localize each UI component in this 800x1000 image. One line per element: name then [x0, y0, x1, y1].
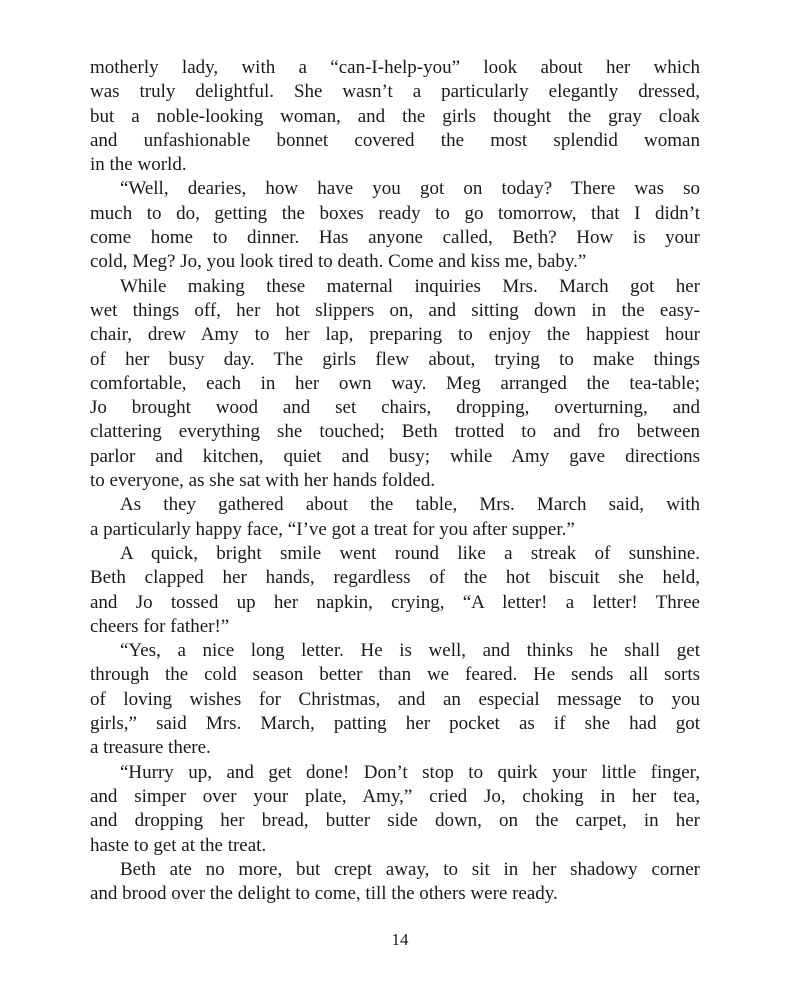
- text-line: motherly lady, with a “can-I-help-you” look about her which: [90, 57, 700, 78]
- text-line: and Jo tossed up her napkin, crying, “A letter! a letter! Three: [90, 591, 700, 613]
- text-line: and simper over your plate, Amy,” cried Jo, choking in her tea,: [90, 785, 700, 807]
- paragraph: [90, 493, 700, 542]
- paragraph: [90, 275, 700, 494]
- text-line: clattering everything she touched; Beth trotted to and fro between: [90, 421, 700, 443]
- page-body-text: [90, 56, 700, 906]
- text-line: cold, Meg? Jo, you look tired to death. Come and kiss me, baby.”: [90, 251, 587, 273]
- text-line: of loving wishes for Christmas, and an especial message to you: [90, 688, 700, 710]
- text-line: a particularly happy face, “I’ve got a treat for you after supper.”: [90, 518, 575, 540]
- text-line: haste to get at the treat.: [90, 834, 267, 856]
- text-line: much to do, getting the boxes ready to go tomorrow, that I didn’t: [90, 202, 700, 224]
- text-line: cheers for father!”: [90, 615, 230, 637]
- text-line: come home to dinner. Has anyone called, Beth? How is your: [90, 227, 700, 249]
- paragraph: [90, 542, 700, 639]
- text-line: in the world.: [90, 154, 187, 176]
- text-line: A quick, bright smile went round like a streak of sunshine.: [120, 542, 700, 564]
- text-line: As they gathered about the table, Mrs. March said, with: [120, 494, 700, 516]
- text-line: “Hurry up, and get done! Don’t stop to quirk your little finger,: [120, 761, 700, 783]
- paragraph: [90, 177, 700, 274]
- text-line: to everyone, as she sat with her hands folded.: [90, 470, 436, 492]
- text-line: and brood over the delight to come, till the others were ready.: [90, 883, 558, 905]
- text-line: a treasure there.: [90, 737, 211, 759]
- text-line: While making these maternal inquiries Mrs. March got her: [120, 275, 700, 297]
- paragraph: [90, 639, 700, 760]
- paragraph: [90, 858, 700, 907]
- text-line: parlor and kitchen, quiet and busy; while Amy gave directions: [90, 445, 700, 467]
- text-line: and unfashionable bonnet covered the most splendid woman: [90, 129, 700, 151]
- text-line: Beth clapped her hands, regardless of the hot biscuit she held,: [90, 567, 700, 589]
- paragraph: [90, 56, 700, 177]
- text-line: “Well, dearies, how have you got on today? There was so: [120, 178, 700, 200]
- text-line: but a noble-looking woman, and the girls thought the gray cloak: [90, 105, 700, 127]
- text-line: wet things off, her hot slippers on, and sitting down in the easy-: [90, 299, 700, 321]
- text-line: of her busy day. The girls flew about, trying to make things: [90, 348, 700, 370]
- text-line: and dropping her bread, butter side down, on the carpet, in her: [90, 810, 700, 832]
- text-line: Jo brought wood and set chairs, dropping, overturning, and: [90, 397, 700, 419]
- text-line: chair, drew Amy to her lap, preparing to enjoy the happiest hour: [90, 324, 700, 346]
- page-number: 14: [391, 930, 409, 949]
- text-line: was truly delightful. She wasn’t a particularly elegantly dressed,: [90, 81, 700, 103]
- paragraph: [90, 761, 700, 858]
- text-line: “Yes, a nice long letter. He is well, and thinks he shall get: [120, 640, 700, 662]
- text-line: girls,” said Mrs. March, patting her pocket as if she had got: [90, 713, 700, 735]
- text-line: through the cold season better than we feared. He sends all sorts: [90, 664, 700, 686]
- text-line: Beth ate no more, but crept away, to sit in her shadowy corner: [120, 858, 700, 880]
- text-line: comfortable, each in her own way. Meg arranged the tea-table;: [90, 372, 700, 394]
